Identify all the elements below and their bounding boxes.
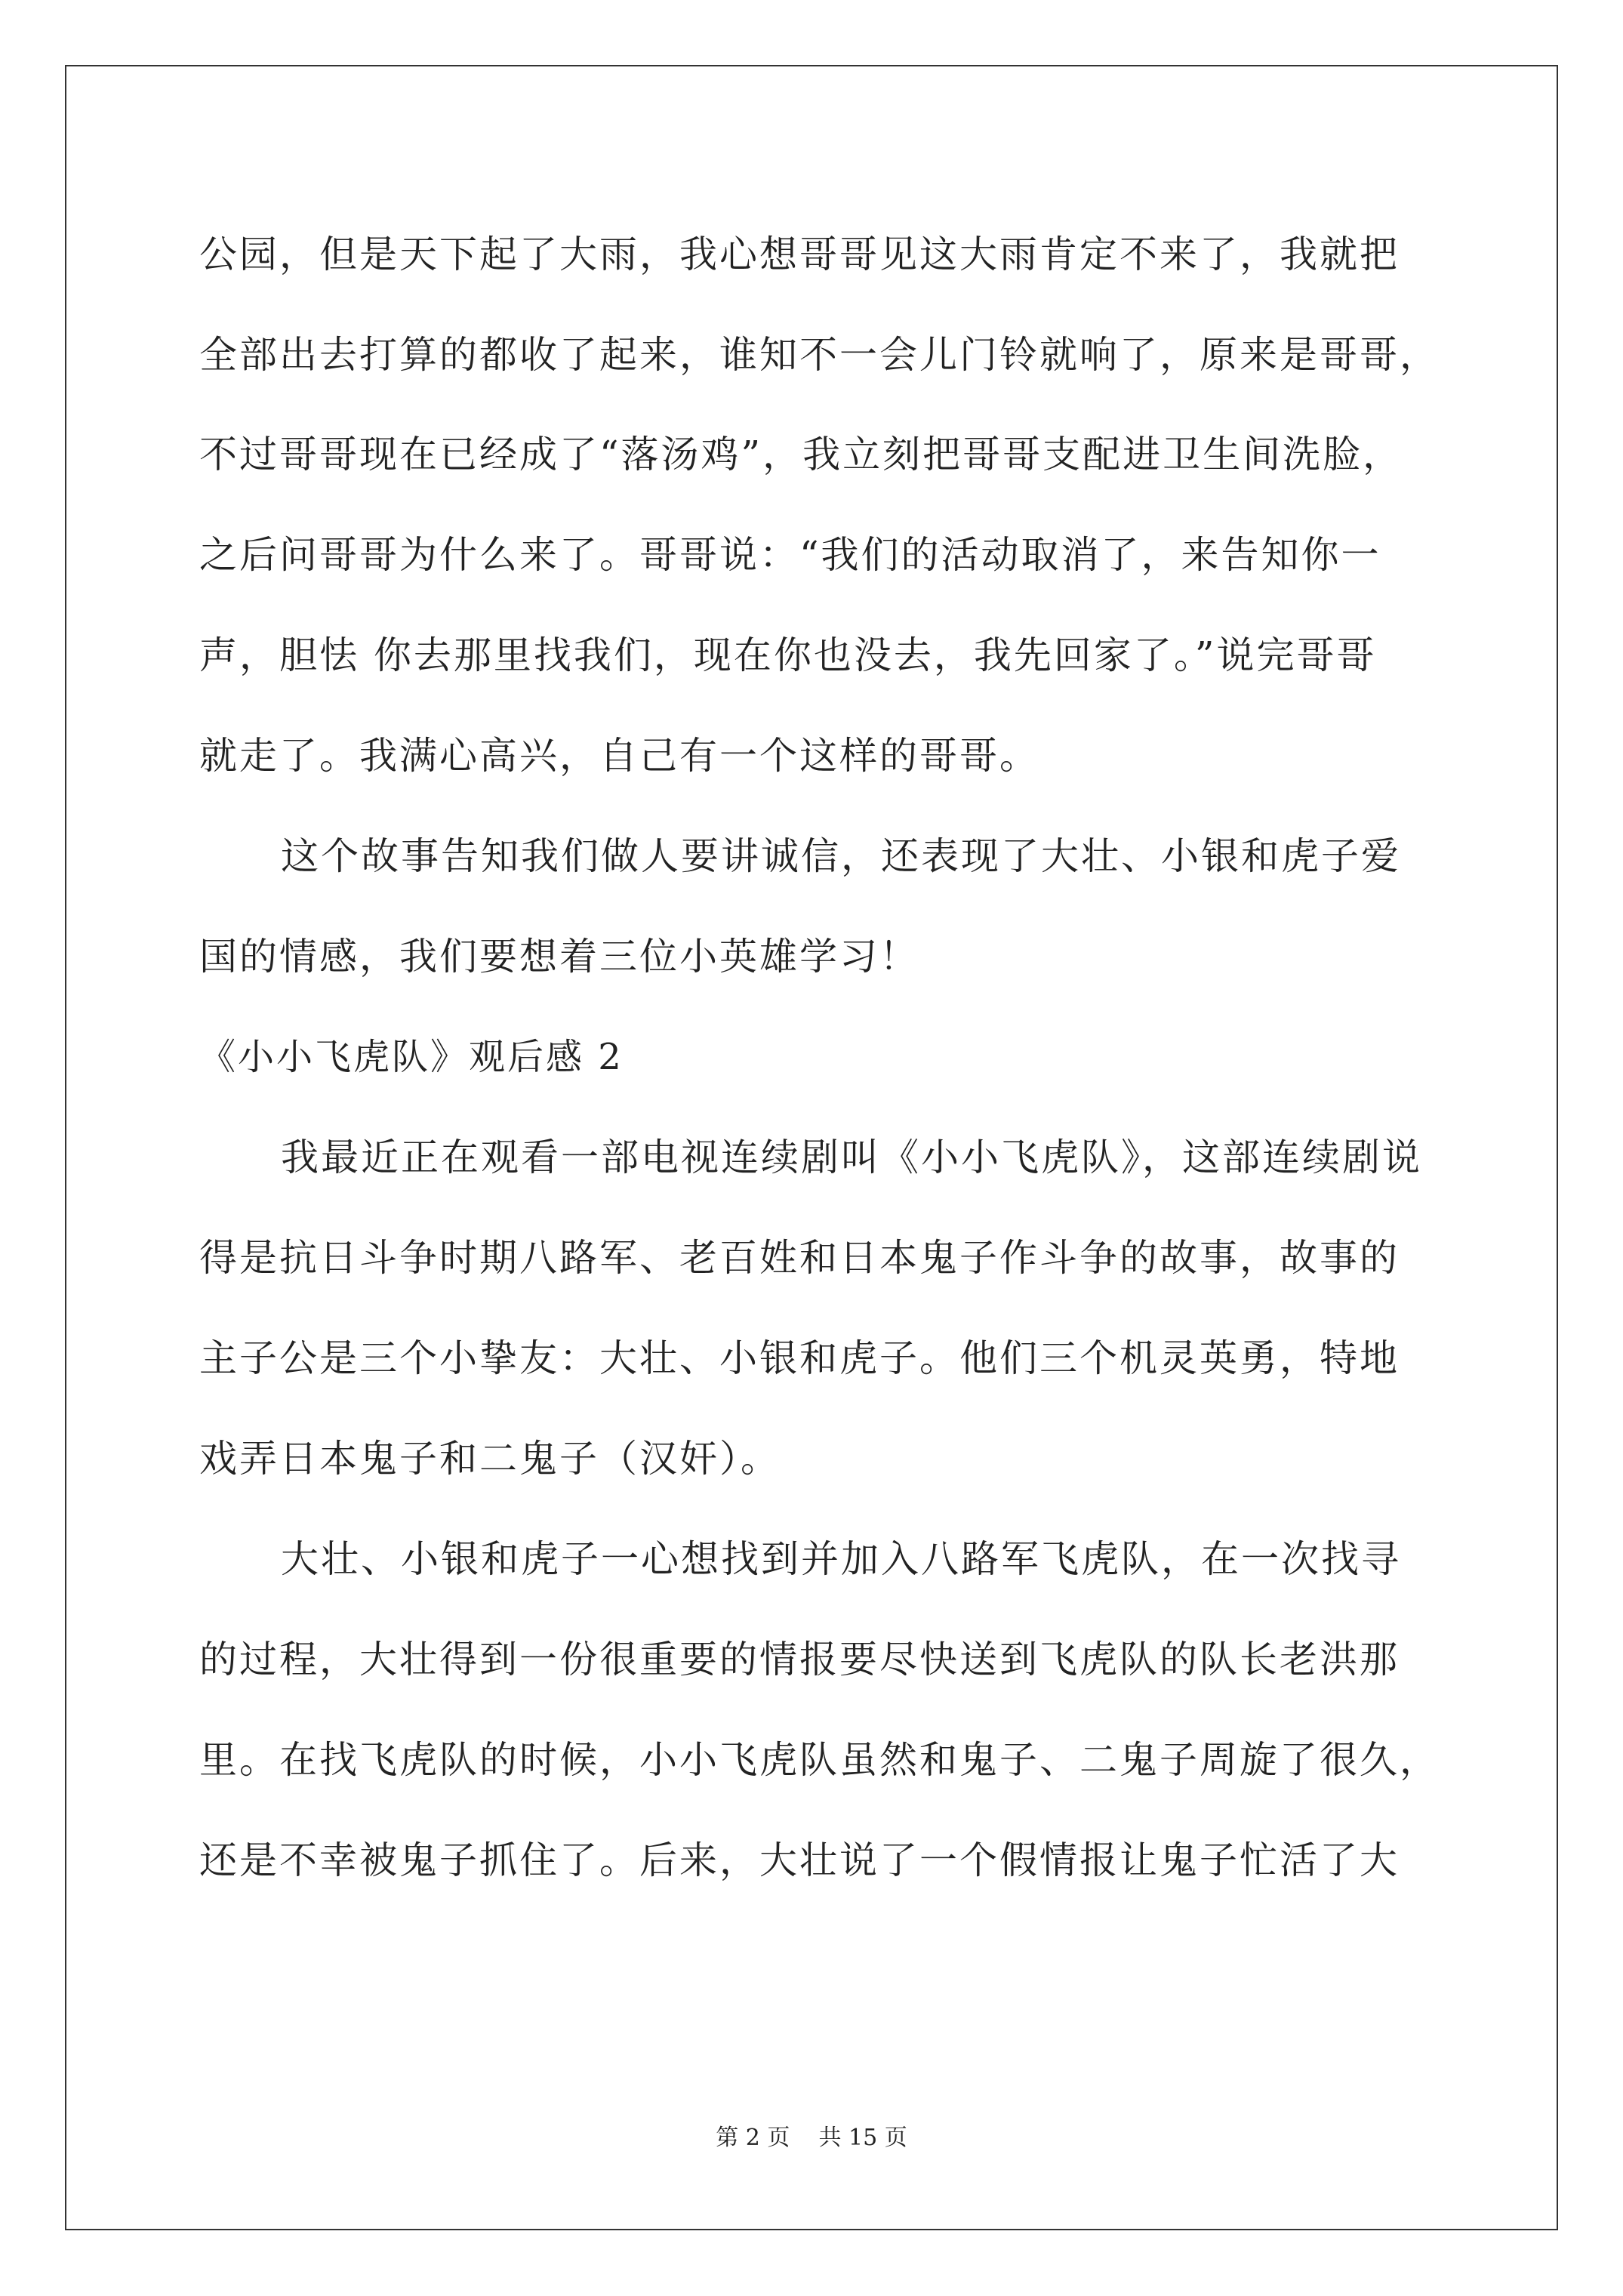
text-line: 得是抗日斗争时期八路军、老百姓和日本鬼子作斗争的故事，故事的 [199, 1236, 1400, 1280]
text-line: 声，胆怯 你去那里找我们，现在你也没去，我先回家了。”说完哥哥 [199, 633, 1377, 677]
paragraph-first-line: 这个故事告知我们做人要讲诚信，还表现了大壮、小银和虎子爱 [281, 834, 1401, 878]
text-line: 不过哥哥现在已经成了“落汤鸡”，我立刻把哥哥支配进卫生间洗脸， [199, 433, 1403, 476]
text-line: 全部出去打算的都收了起来，谁知不一会儿门铃就响了，原来是哥哥， [199, 333, 1440, 377]
paragraph-first-line: 大壮、小银和虎子一心想找到并加入八路军飞虎队，在一次找寻 [281, 1537, 1401, 1581]
text-line: 主子公是三个小挚友：大壮、小银和虎子。他们三个机灵英勇，特地 [199, 1336, 1400, 1380]
text-line: 戏弄日本鬼子和二鬼子（汉奸）。 [199, 1437, 781, 1481]
page-footer: 第 2 页 共 15 页 [716, 2125, 907, 2151]
text-line: 就走了。我满心高兴，自己有一个这样的哥哥。 [199, 734, 1039, 778]
text-line: 里。在找飞虎队的时候，小小飞虎队虽然和鬼子、二鬼子周旋了很久， [199, 1738, 1440, 1782]
paragraph-first-line: 我最近正在观看一部电视连续剧叫《小小飞虎队》，这部连续剧说 [281, 1136, 1422, 1179]
text-line: 还是不幸被鬼子抓住了。后来，大壮说了一个假情报让鬼子忙活了大 [199, 1838, 1400, 1882]
section-heading: 《小小飞虎队》观后感 2 [199, 1036, 624, 1078]
text-line: 的过程，大壮得到一份很重要的情报要尽快送到飞虎队的队长老洪那 [199, 1638, 1400, 1681]
text-line: 国的情感，我们要想着三位小英雄学习！ [199, 935, 919, 978]
text-line: 之后问哥哥为什么来了。哥哥说：“我们的活动取消了，来告知你一 [199, 533, 1381, 577]
text-line: 公园，但是天下起了大雨，我心想哥哥见这大雨肯定不来了，我就把 [199, 233, 1400, 276]
